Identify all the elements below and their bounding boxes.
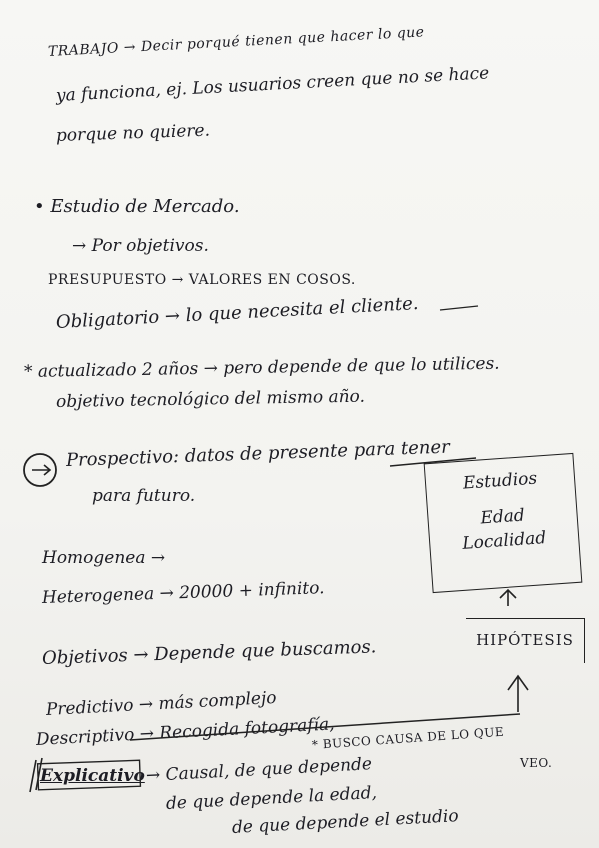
variables-line-localidad: Localidad [461, 528, 547, 554]
underline [390, 458, 476, 466]
variables-line-estudios: Estudios [462, 468, 538, 494]
note-line: Obligatorio → lo que necesita el cliente. [55, 293, 419, 333]
arrow-up-icon [508, 676, 528, 712]
note-line: Heterogenea → 20000 + infinito. [41, 578, 325, 608]
note-line: ya funciona, ej. Los usuarios creen que no se hace [55, 63, 490, 106]
note-line: Objetivos → Depende que buscamos. [41, 636, 377, 669]
note-line: → Causal, de que depende [145, 754, 373, 786]
note-line: porque no quiere. [55, 120, 211, 146]
note-line: • Estudio de Mercado. [34, 196, 240, 217]
note-line: * actualizado 2 años → pero depende de que lo utilices. [23, 353, 500, 382]
note-line: para futuro. [92, 486, 196, 506]
highlight-box [38, 760, 141, 790]
variables-line-edad: Edad [479, 505, 526, 529]
note-line: objetivo tecnológico del mismo año. [55, 386, 366, 412]
hypothesis-label: HIPÓTESIS [476, 631, 574, 649]
underline [440, 306, 478, 310]
note-line: Homogenea → [42, 548, 166, 568]
note-line-explicativo: Explicativo [40, 766, 145, 786]
note-line: Prospectivo: datos de presente para tener [65, 436, 451, 471]
arrow-up-icon [500, 590, 516, 606]
note-line: de que depende el estudio [231, 806, 460, 838]
arrow-icon [32, 465, 50, 475]
note-line: → Por objetivos. [72, 236, 209, 256]
note-line: * BUSCO CAUSA DE LO QUE [311, 724, 505, 752]
divider-line [130, 714, 520, 740]
note-line: VEO. [520, 756, 553, 770]
note-line: Descriptivo → Recogida fotografía, [35, 714, 336, 750]
note-line: TRABAJO → Decir porqué tienen que hacer lo que [47, 24, 425, 60]
note-line: de que depende la edad, [165, 782, 378, 814]
note-line: PRESUPUESTO → VALORES EN COSOS. [48, 272, 356, 288]
note-line: Predictivo → más complejo [45, 687, 277, 720]
